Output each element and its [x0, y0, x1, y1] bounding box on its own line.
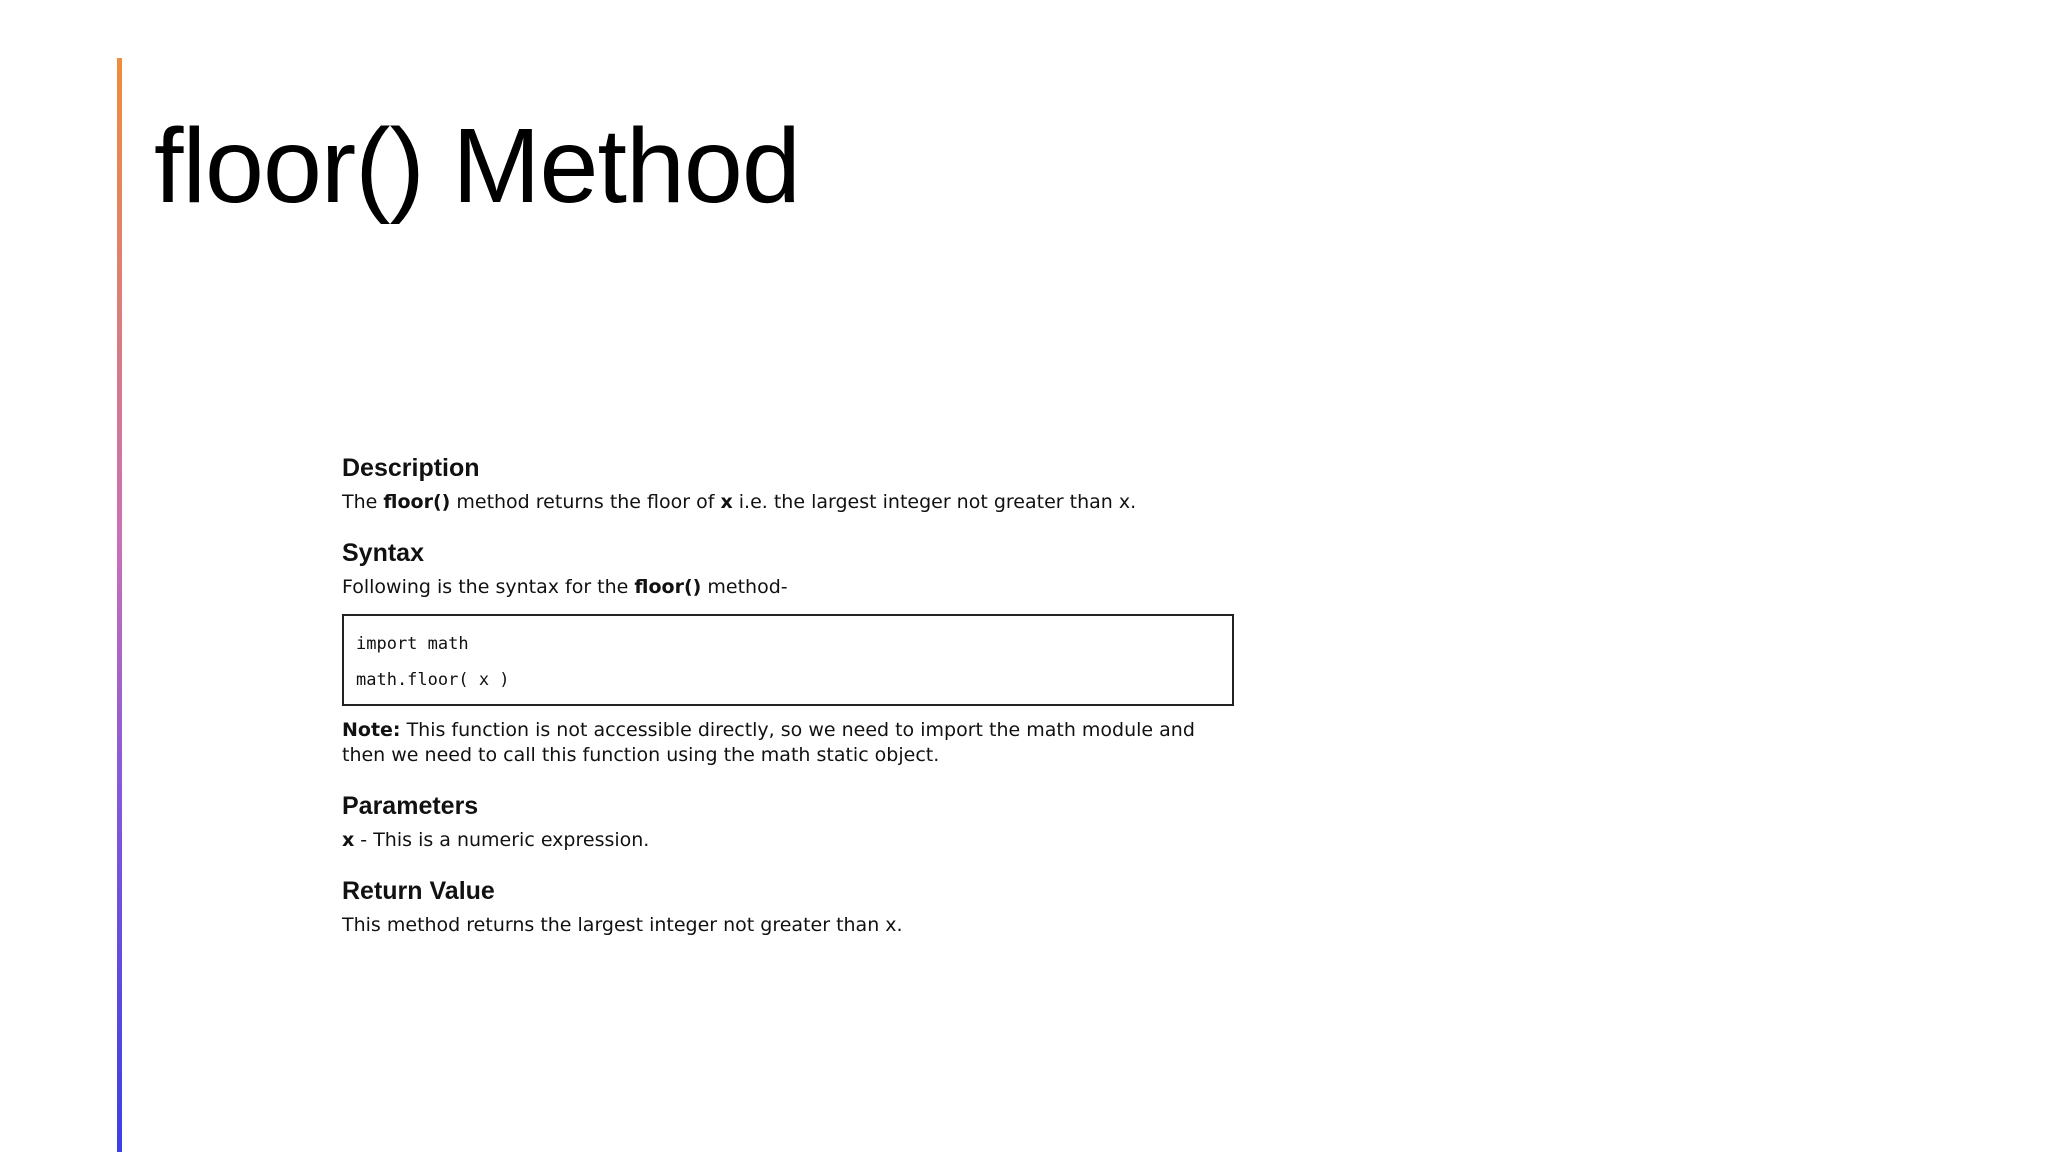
- param-name: x: [342, 829, 355, 851]
- floor-keyword: floor(): [634, 576, 702, 598]
- description-heading: Description: [342, 454, 480, 482]
- doc-excerpt: [342, 448, 1242, 938]
- parameters-text: x - This is a numeric expression.: [342, 829, 650, 851]
- syntax-text: Following is the syntax for the floor() method-: [342, 576, 788, 598]
- code-block: [342, 614, 1234, 706]
- syntax-heading: Syntax: [342, 539, 424, 567]
- return-value-text: This method returns the largest integer not greater than x.: [342, 914, 903, 936]
- accent-bar: [117, 58, 122, 1152]
- note-label: Note:: [342, 719, 401, 741]
- note-text: Note: This function is not accessible directly, so we need to import the math module and then we need to call this function using the math static object.: [342, 719, 1195, 766]
- code-line: math.floor( x ): [356, 670, 510, 690]
- floor-keyword: floor(): [383, 491, 451, 513]
- return-value-heading: Return Value: [342, 877, 495, 905]
- description-text: The floor() method returns the floor of x i.e. the largest integer not greater than x.: [342, 491, 1137, 513]
- parameters-heading: Parameters: [342, 792, 479, 820]
- slide-title: floor() Method: [154, 107, 800, 225]
- code-line: import math: [356, 634, 469, 654]
- x-keyword: x: [720, 491, 733, 513]
